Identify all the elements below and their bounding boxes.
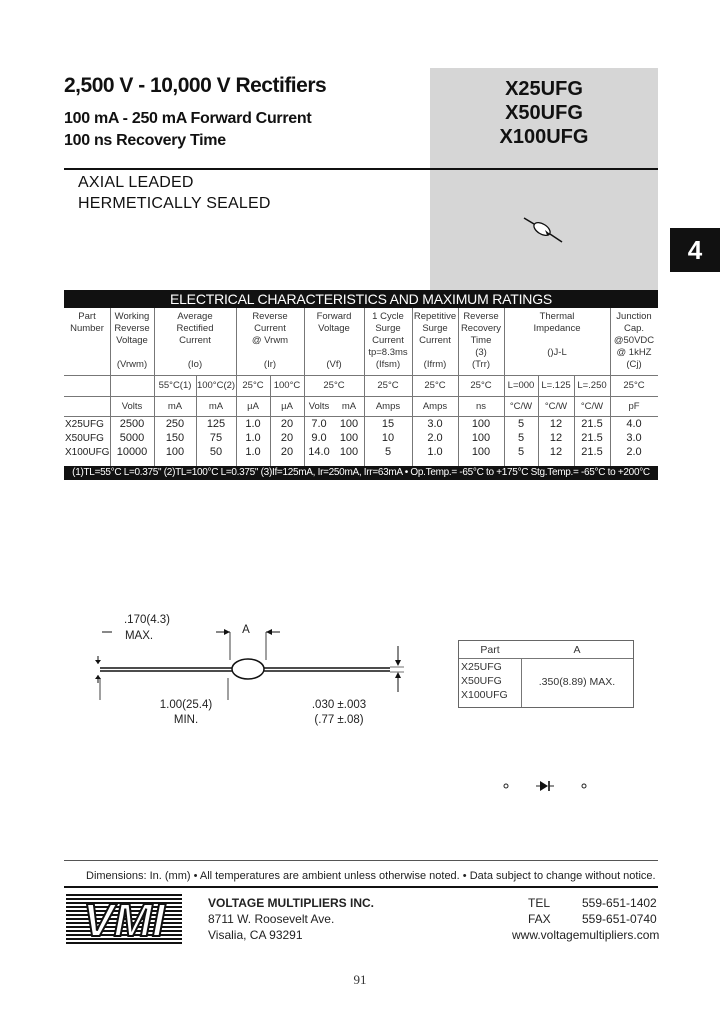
page-title: 2,500 V - 10,000 V Rectifiers [64,74,327,97]
footer-rule [64,886,658,888]
table-cell: 20 [280,432,294,444]
cond-l125: L=.125 [541,380,571,391]
tel-number: 559-651-1402 [582,896,657,910]
ratings-table [64,290,658,480]
table-cell: 4.0 [626,418,642,430]
grid-line [574,375,575,466]
table-cell: 5 [384,446,392,458]
cond-ir-100: 100°C [273,380,301,391]
unit-io-55: mA [167,401,183,412]
cond-io-100: 100°C(2) [196,380,236,391]
subtitle-current: 100 mA - 250 mA Forward Current [64,110,312,127]
footer-divider [64,860,658,861]
model-x25ufg: X25UFG [505,78,583,100]
unit-vf: Volts [308,401,330,412]
table-footnote: (1)TL=55°C L=0.375" (2)TL=100°C L=0.375" (3)If=125mA, Ir=250mA, Irr=63mA • Op.Temp.= -65°C to +175°C Stg.Temp.= -65°C to +200°C [64,466,658,480]
table-cell: 100 [339,446,359,458]
cond-ifsm: 25°C [377,380,399,391]
feature-sealed: HERMETICALLY SEALED [78,195,271,212]
grid-line [364,308,365,466]
table-cell: 15 [381,418,395,430]
table-cell: 12 [549,446,563,458]
col-part: Part Number [70,311,104,334]
table-cell: 100 [471,432,491,444]
table-cell: 12 [549,432,563,444]
table-cell: 5 [517,432,525,444]
grid-line [458,308,459,466]
col-thermal-impedance: Thermal Impedance ()J-L [533,311,581,358]
lead-length-min: MIN. [173,714,199,726]
model-panel [430,68,658,290]
table-cell: 20 [280,418,294,430]
col-forward-voltage: Forward Voltage (Vf) [316,311,352,370]
unit-ir-25: µA [247,401,259,412]
tel-label: TEL [528,896,551,910]
diode-glyph-icon [518,210,568,250]
table-cell: 100 [339,432,359,444]
table-cell: 2.0 [626,446,642,458]
fax-number: 559-651-0740 [582,912,657,926]
length-a-label: A [242,624,250,636]
col-working-voltage: Working Reverse Voltage (Vrwm) [114,311,150,370]
table-cell: 12 [549,418,563,430]
grid-line [304,308,305,466]
unit-trr: ns [475,401,487,412]
company-name: VOLTAGE MULTIPLIERS INC. [208,896,374,910]
page-number: 91 [353,972,367,987]
dim-part-x25ufg: X25UFG [461,661,502,673]
feature-axial: AXIAL LEADED [78,174,194,191]
table-cell: 1.0 [245,446,261,458]
grid-line [412,308,413,466]
table-cell: 5000 [119,432,145,444]
dim-header-a: A [573,644,581,656]
table-title: ELECTRICAL CHARACTERISTICS AND MAXIMUM RATINGS [64,290,658,308]
table-cell: 7.0 [311,418,327,430]
cond-ifrm: 25°C [424,380,446,391]
grid-line [236,308,237,466]
model-x50ufg: X50UFG [505,102,583,124]
unit-ifrm: Amps [422,401,448,412]
table-cell: 5 [517,446,525,458]
col-surge-current: 1 Cycle Surge Current tp=8.3ms (Ifsm) [368,311,408,370]
table-cell: 1.0 [427,446,443,458]
dim-part-x50ufg: X50UFG [461,675,502,687]
col-junction-cap: Junction Cap. @50VDC @ 1kHZ (Cj) [613,311,655,370]
cond-l000: L=000 [507,380,535,391]
table-cell: 21.5 [581,418,603,430]
col-rectified-current: Average Rectified Current (Io) [176,311,214,370]
unit-ir-100: µA [281,401,293,412]
cond-l250: L=.250 [577,380,607,391]
table-cell: 3.0 [427,418,443,430]
col-repetitive-surge: Repetitive Surge Current (Ifrm) [413,311,457,370]
body-dia-label: .170(4.3) [123,614,171,626]
unit-th-250: °C/W [580,401,604,412]
unit-io-100: mA [208,401,224,412]
grid-line [110,308,111,466]
table-cell: 21.5 [581,446,603,458]
table-cell: 125 [206,418,226,430]
grid-line [270,375,271,466]
table-cell: 3.0 [626,432,642,444]
lead-dia-mm: (.77 ±.08) [314,714,364,726]
grid-line [154,308,155,466]
model-x100ufg: X100UFG [499,126,589,148]
table-cell: 9.0 [311,432,327,444]
col-reverse-current: Reverse Current @ Vrwm (Ir) [251,311,289,370]
table-cell: 75 [209,432,223,444]
table-cell: 10 [381,432,395,444]
row-part-number: X25UFG [65,419,104,430]
grid-line [196,375,197,466]
cond-trr: 25°C [470,380,492,391]
cond-io-55: 55°C(1) [158,380,192,391]
table-cell: 150 [165,432,185,444]
table-cell: 10000 [116,446,148,458]
diode-schematic-icon [498,778,592,794]
body-dia-max: MAX. [124,630,154,642]
dim-value-a: .350(8.89) MAX. [538,676,616,688]
grid-line [538,375,539,466]
grid-line [459,658,633,659]
table-cell: 100 [471,418,491,430]
unit-th-000: °C/W [509,401,533,412]
section-tab: 4 [670,228,720,272]
table-cell: 250 [165,418,185,430]
table-cell: 2.0 [427,432,443,444]
table-cell: 50 [209,446,223,458]
footer-note: Dimensions: In. (mm) • All temperatures are ambient unless otherwise noted. • Data subject to change without notice. [86,870,656,882]
fax-label: FAX [528,912,551,926]
table-cell: 21.5 [581,432,603,444]
table-cell: 14.0 [308,446,330,458]
company-address-2: Visalia, CA 93291 [208,928,303,942]
dim-header-part: Part [480,644,500,656]
website-link[interactable]: www.voltagemultipliers.com [512,928,660,942]
unit-vf-current: mA [341,401,357,412]
table-cell: 100 [165,446,185,458]
dimension-table [458,640,634,708]
subtitle-recovery: 100 ns Recovery Time [64,132,226,149]
company-logo-icon [66,894,182,944]
table-cell: 1.0 [245,432,261,444]
header-divider [64,168,658,170]
table-cell: 20 [280,446,294,458]
unit-vrwm: Volts [121,401,143,412]
unit-ifsm: Amps [375,401,401,412]
lead-length-label: 1.00(25.4) [159,699,213,711]
cond-ir-25: 25°C [242,380,264,391]
company-address-1: 8711 W. Roosevelt Ave. [208,912,335,926]
unit-th-125: °C/W [544,401,568,412]
row-part-number: X50UFG [65,433,104,444]
dim-part-x100ufg: X100UFG [461,689,508,701]
table-cell: 2500 [119,418,145,430]
unit-cj: pF [628,401,640,412]
col-recovery-time: Reverse Recovery Time (3) (Trr) [460,311,502,370]
table-cell: 5 [517,418,525,430]
cond-vf: 25°C [323,380,345,391]
table-cell: 100 [339,418,359,430]
lead-dia-label: .030 ±.003 [311,699,367,711]
logo-letters: VMI [83,894,165,944]
row-part-number: X100UFG [65,447,110,458]
grid-line [504,308,505,466]
table-cell: 100 [471,446,491,458]
grid-line [610,308,611,466]
cond-cj: 25°C [623,380,645,391]
table-cell: 1.0 [245,418,261,430]
